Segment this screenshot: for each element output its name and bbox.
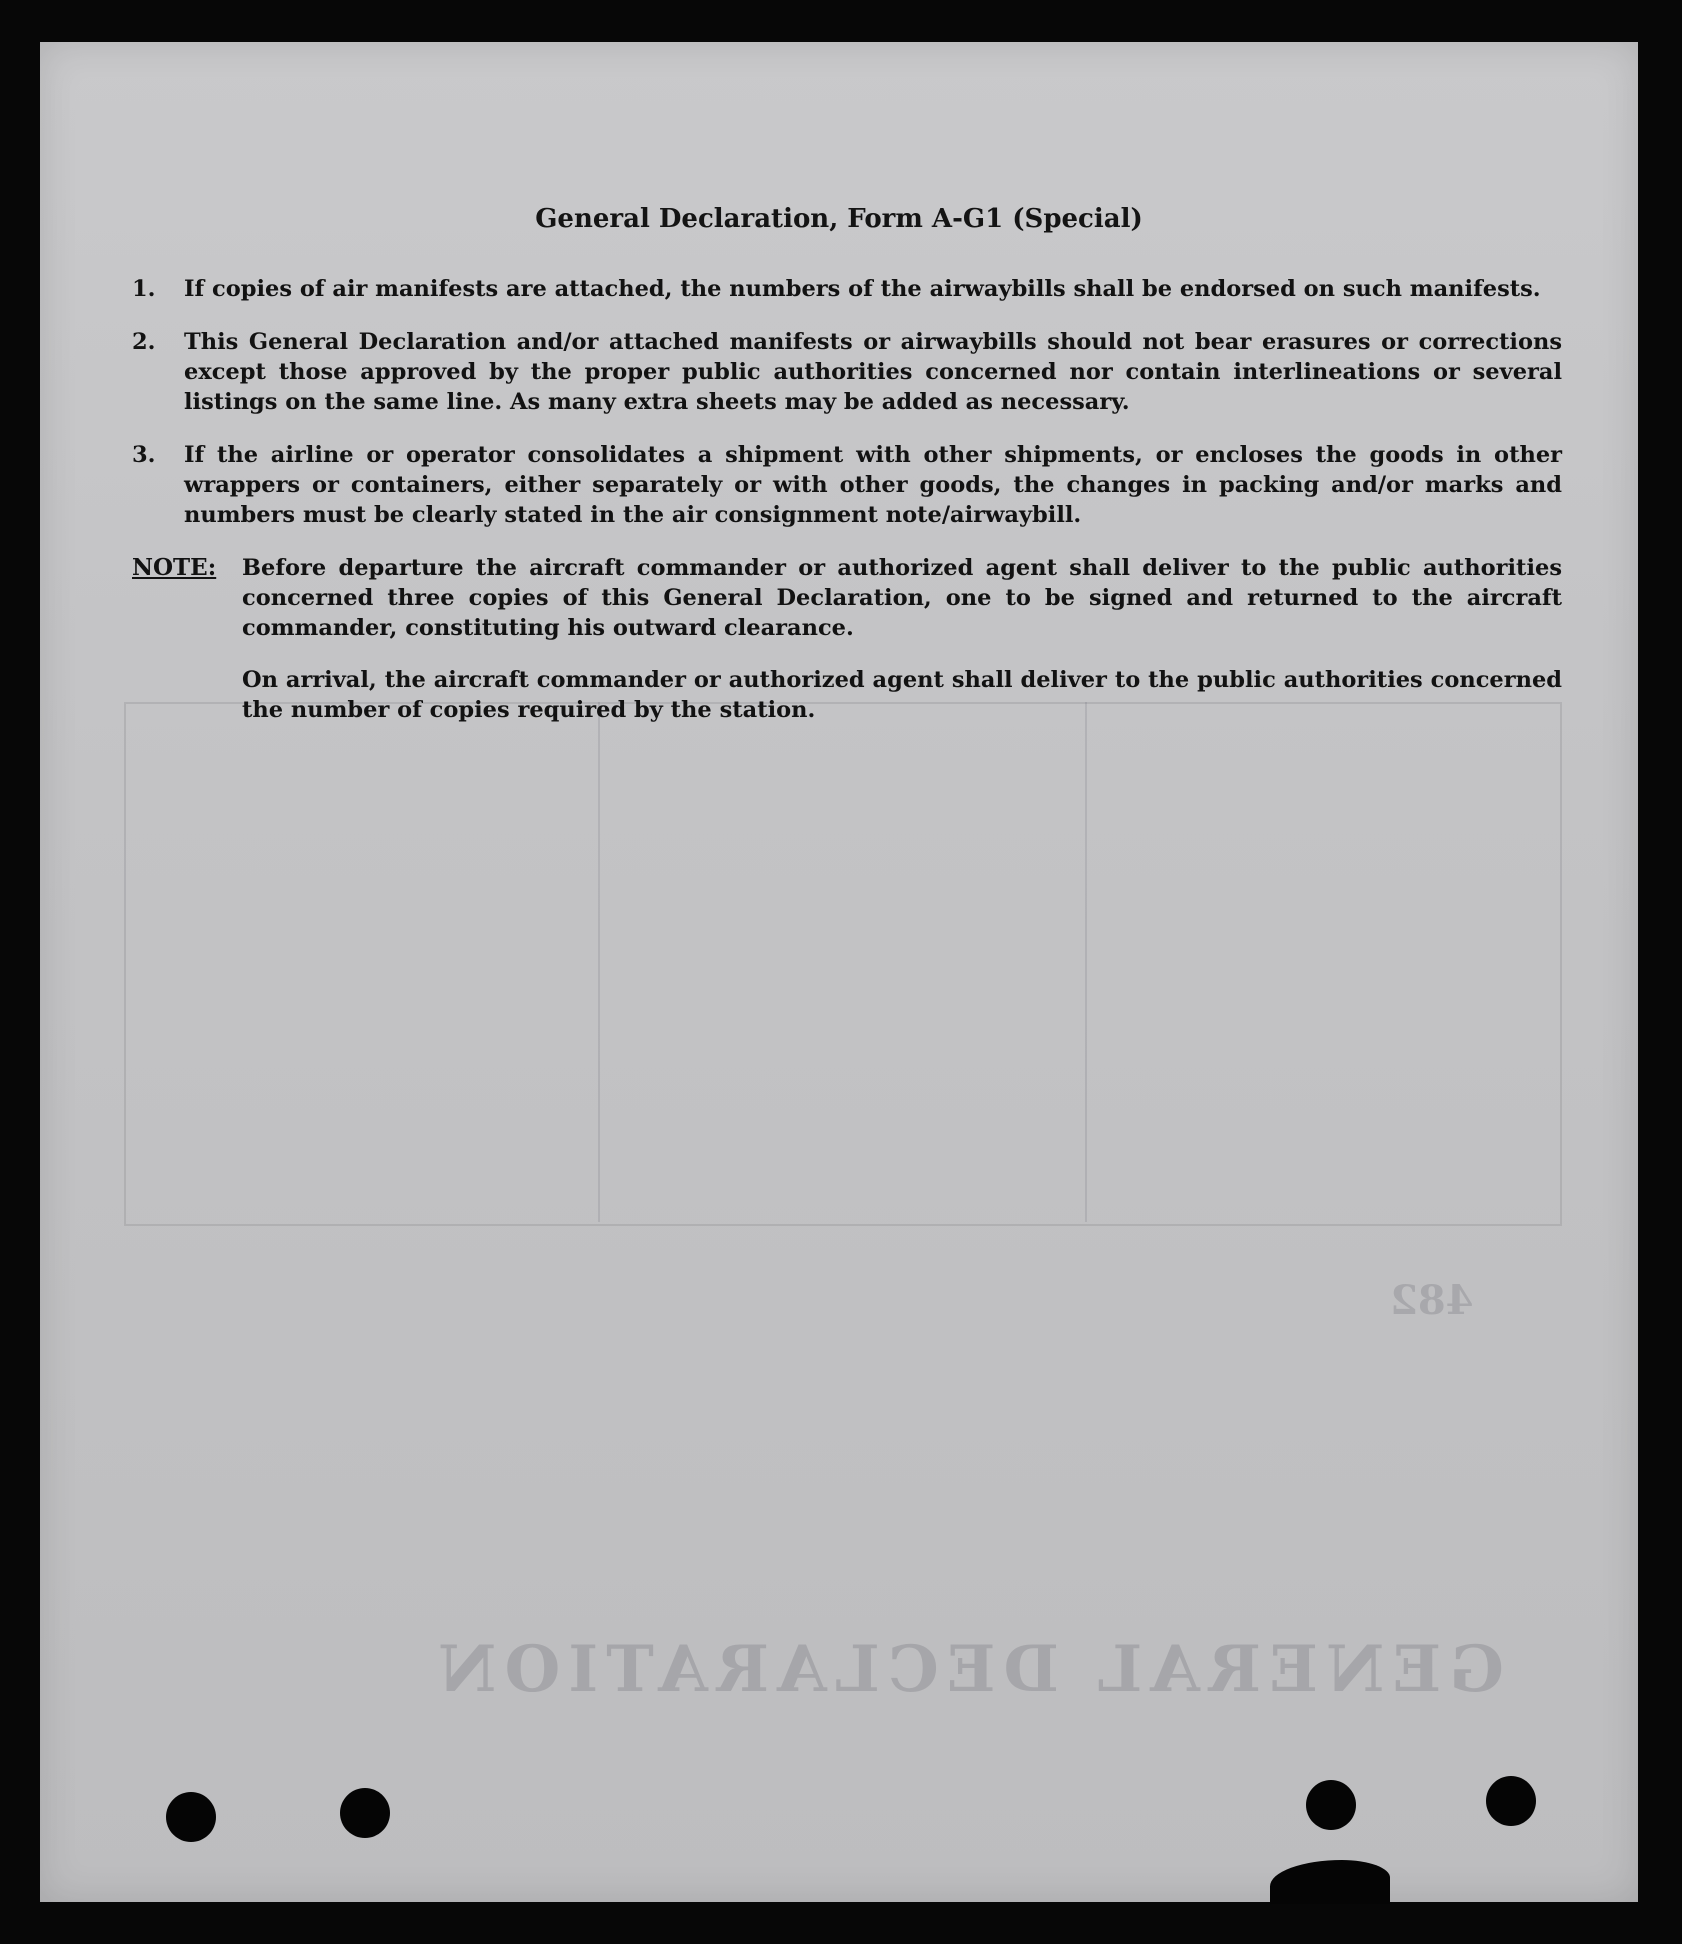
page-title: General Declaration, Form A-G1 (Special): [535, 204, 1143, 234]
instruction-item-1: [132, 274, 1562, 304]
item-number: 1.: [132, 276, 156, 302]
document-page: [40, 42, 1638, 1902]
instruction-item-3: [132, 440, 1562, 530]
punch-hole: [340, 1788, 390, 1838]
bleed-through-divider: [1085, 702, 1087, 1222]
punch-hole: [1306, 1780, 1356, 1830]
instruction-item-2: [132, 327, 1562, 417]
bleed-through-table: [124, 702, 1562, 1226]
item-text: If the airline or operator consolidates a shipment with other shipments, or encloses the goods in other wrappers or containers, either separately or with other goods, the changes in packing and/or marks and numbers must be clearly stated in the air consignment note/airwaybill.: [184, 442, 1562, 528]
item-number: 2.: [132, 329, 156, 355]
note-paragraph-2: On arrival, the aircraft commander or authorized agent shall deliver to the public authorities concerned the number of copies required by the station.: [242, 667, 1562, 723]
item-number: 3.: [132, 442, 156, 468]
punch-hole: [1486, 1776, 1536, 1826]
bleed-through-heading: GENERAL DECLARATION: [430, 1632, 1504, 1707]
item-text: This General Declaration and/or attached manifests or airwaybills should not bear erasures or corrections except those approved by the proper public authorities concerned nor contain interlineations or several listings on the same line. As many extra sheets may be added as necessary.: [184, 329, 1562, 415]
item-text: If copies of air manifests are attached, the numbers of the airwaybills shall be endorsed on such manifests.: [184, 276, 1541, 302]
note-paragraph-1: Before departure the aircraft commander or authorized agent shall deliver to the public authorities concerned three copies of this General Declaration, one to be signed and returned to the aircraft commander, constituting his outward clearance.: [242, 555, 1562, 641]
bleed-through-divider: [598, 702, 600, 1222]
note-label: NOTE:: [132, 554, 217, 581]
bleed-through-number: 482: [1390, 1277, 1474, 1324]
punch-hole: [166, 1792, 216, 1842]
